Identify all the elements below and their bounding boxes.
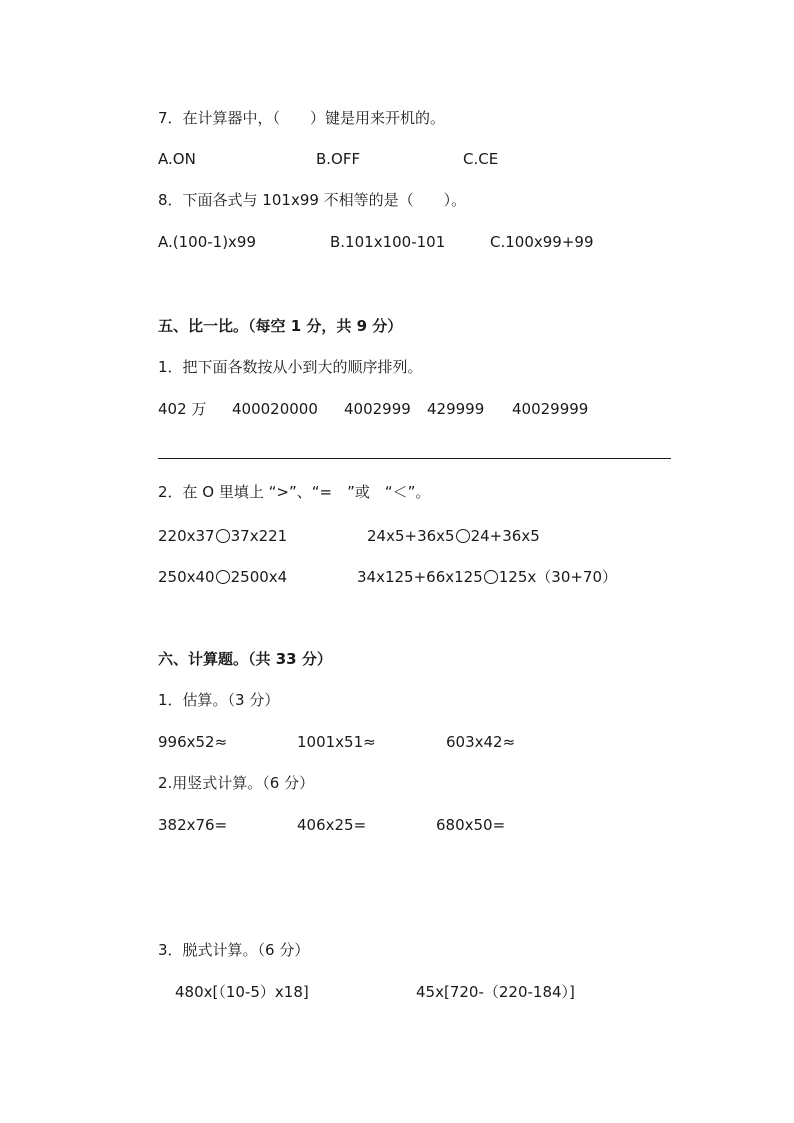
- expr-left: 220x37: [158, 527, 215, 545]
- expr-right: 125x（30+70）: [498, 568, 618, 586]
- option-c: C.CE: [463, 150, 499, 168]
- estimate-item: 996x52≈: [158, 733, 228, 751]
- option-b: B.101x100-101: [330, 233, 446, 251]
- vertical-calc-item: 382x76=: [158, 816, 228, 834]
- blank-circle[interactable]: [484, 570, 498, 584]
- step-calc-item: 480x[（10-5）x18]: [175, 983, 309, 1001]
- section-5-q1: 1．把下面各数按从小到大的顺序排列。: [158, 358, 423, 376]
- question-7-text: 7．在计算器中，（ ）键是用来开机的。: [158, 109, 446, 127]
- section-6-q3: 3．脱式计算。（6 分）: [158, 941, 310, 959]
- option-c: C.100x99+99: [490, 233, 594, 251]
- section-6-q1: 1．估算。（3 分）: [158, 691, 280, 709]
- option-b: B.OFF: [316, 150, 361, 168]
- compare-expression: [158, 526, 287, 546]
- section-6-title: 六、计算题。（共 33 分）: [158, 650, 332, 668]
- section-5-title: 五、比一比。（每空 1 分，共 9 分）: [158, 317, 403, 335]
- expr-right: 37x221: [230, 527, 288, 545]
- option-a: A.(100-1)x99: [158, 233, 257, 251]
- compare-expression: [158, 567, 287, 587]
- estimate-item: 1001x51≈: [297, 733, 376, 751]
- number-item: 429999: [427, 400, 485, 418]
- expr-right: 2500x4: [230, 568, 288, 586]
- number-item: 402 万: [158, 400, 207, 418]
- number-item: 40029999: [512, 400, 589, 418]
- blank-circle[interactable]: [216, 570, 230, 584]
- expr-right: 24+36x5: [470, 527, 540, 545]
- answer-line: [158, 458, 671, 459]
- expr-left: 250x40: [158, 568, 215, 586]
- vertical-calc-item: 406x25=: [297, 816, 367, 834]
- section-6-q2: 2.用竖式计算。（6 分）: [158, 774, 315, 792]
- number-item: 4002999: [344, 400, 411, 418]
- expr-left: 24x5+36x5: [367, 527, 455, 545]
- number-item: 400020000: [232, 400, 318, 418]
- expr-left: 34x125+66x125: [357, 568, 483, 586]
- estimate-item: 603x42≈: [446, 733, 516, 751]
- compare-expression: [367, 526, 540, 546]
- blank-circle[interactable]: [456, 529, 470, 543]
- blank-circle[interactable]: [216, 529, 230, 543]
- section-5-q2: 2．在 O 里填上 “>”、“= ”或 “＜”。: [158, 483, 431, 501]
- option-a: A.ON: [158, 150, 196, 168]
- vertical-calc-item: 680x50=: [436, 816, 506, 834]
- step-calc-item: 45x[720-（220-184）]: [416, 983, 575, 1001]
- question-8-text: 8．下面各式与 101x99 不相等的是（ ）。: [158, 191, 467, 209]
- compare-expression: [357, 567, 617, 587]
